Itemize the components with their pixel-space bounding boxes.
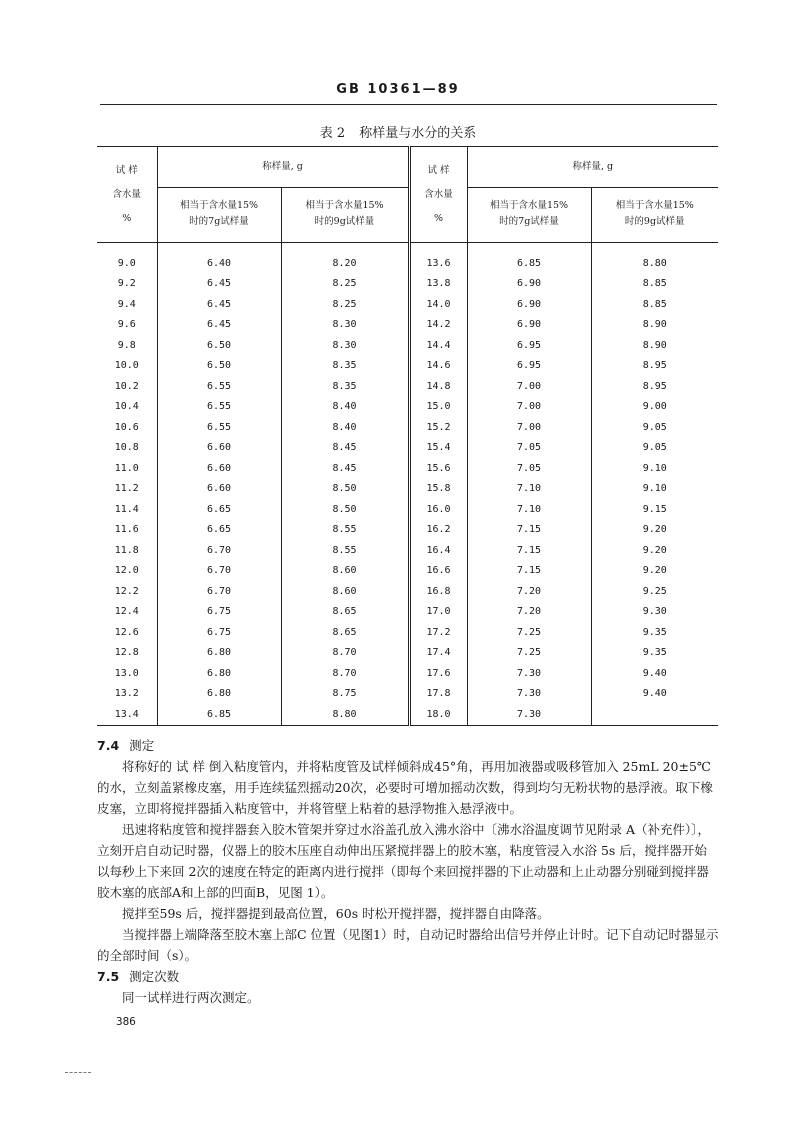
table-cell: 8.65 bbox=[281, 602, 409, 623]
header-rule bbox=[100, 104, 717, 105]
table-cell: 7.25 bbox=[467, 622, 591, 643]
table-cell: 9.10 bbox=[642, 462, 667, 474]
table-cell: 6.90 bbox=[467, 274, 591, 295]
table-cell: 14.4 bbox=[409, 335, 467, 356]
table-cell: 9.05 bbox=[642, 421, 667, 433]
table-cell: 8.50 bbox=[281, 499, 409, 520]
table-cell: 8.70 bbox=[281, 663, 409, 684]
table-cell: 15.0 bbox=[409, 397, 467, 418]
table-cell: 11.8 bbox=[97, 540, 157, 561]
table-cell: 12.6 bbox=[97, 622, 157, 643]
table-cell: 10.0 bbox=[97, 356, 157, 377]
table-cell: 14.2 bbox=[409, 315, 467, 336]
table-cell: 8.55 bbox=[281, 520, 409, 541]
table-cell: 10.4 bbox=[97, 397, 157, 418]
table-cell: 7.30 bbox=[467, 684, 591, 705]
table-cell: 16.4 bbox=[409, 540, 467, 561]
table-cell: 6.85 bbox=[467, 243, 591, 274]
table-cell: 6.65 bbox=[157, 520, 281, 541]
table-row bbox=[97, 376, 718, 397]
table-cell: 6.55 bbox=[157, 417, 281, 438]
table-row bbox=[97, 602, 718, 623]
spacer bbox=[281, 230, 409, 243]
table-title bbox=[0, 122, 796, 141]
table-cell: 6.50 bbox=[157, 335, 281, 356]
paragraph: 迅速将粘度管和搅拌器套入胶木管架并穿过水浴盖孔放入沸水浴中〔沸水浴温度调节见附录 A（补充件）〕，立刻开启自动记时器，仪器上的胶木压座自动伸出压紧搅拌器上的胶木塞，粘度管浸入水浴 5s 后，搅拌器开始以每秒上下来回 2次的速度在特定的距离内进行搅拌（即每个来回搅拌器的下止动器和上止动器分别碰到搅拌器胶木塞的底部A和上部的凹面B，见图 1）。 bbox=[97, 822, 711, 900]
left-sub1-head bbox=[157, 188, 281, 231]
table-cell: 10.2 bbox=[97, 376, 157, 397]
header-text: 时的9g试样量 bbox=[314, 216, 375, 227]
table-cell: 11.2 bbox=[97, 479, 157, 500]
table-cell: 9.6 bbox=[97, 315, 157, 336]
table-cell: 8.60 bbox=[281, 581, 409, 602]
table-cell: 9.20 bbox=[642, 524, 667, 536]
table-cell: 6.55 bbox=[157, 376, 281, 397]
table-row bbox=[97, 397, 718, 418]
table-row bbox=[97, 274, 718, 295]
table-cell: 6.60 bbox=[157, 438, 281, 459]
right-moisture-head bbox=[409, 147, 467, 243]
table-cell: 6.95 bbox=[467, 356, 591, 377]
table-cell: 8.35 bbox=[281, 356, 409, 377]
table-cell: 6.50 bbox=[157, 356, 281, 377]
table-cell: 17.8 bbox=[409, 684, 467, 705]
table-cell: 6.60 bbox=[157, 479, 281, 500]
table-cell: 6.60 bbox=[157, 458, 281, 479]
table-cell: 9.20 bbox=[642, 544, 667, 556]
table-row bbox=[97, 684, 718, 705]
table-cell: 8.90 bbox=[642, 339, 667, 351]
table-row bbox=[97, 417, 718, 438]
table-cell: 13.4 bbox=[97, 704, 157, 725]
table-cell: 12.0 bbox=[97, 561, 157, 582]
table-cell: 9.0 bbox=[97, 243, 157, 274]
table-row bbox=[97, 438, 718, 459]
paragraph: 将称好的 试 样 倒入粘度管内，并将粘度管及试样倾斜成45°角，再用加液器或吸移管加入 25mL 20±5℃的水，立刻盖紧橡皮塞，用手连续猛烈摇动20次，必要时可增加摇动次数，得到均匀无粉状物的悬浮液。取下橡皮塞，立即将搅拌器插入粘度管中，并将管壁上粘着的悬浮物推入悬浮液中。 bbox=[97, 759, 713, 816]
table-cell: 13.0 bbox=[97, 663, 157, 684]
table-body bbox=[97, 243, 718, 726]
table-cell: 11.0 bbox=[97, 458, 157, 479]
table-cell: 8.20 bbox=[281, 243, 409, 274]
table-cell: 9.20 bbox=[642, 565, 667, 577]
table-cell: 6.70 bbox=[157, 581, 281, 602]
paragraph: 搅拌至59s 后，搅拌器提到最高位置，60s 时松开搅拌器，搅拌器自由降落。 bbox=[122, 906, 550, 921]
table-cell: 14.8 bbox=[409, 376, 467, 397]
table-cell: 12.8 bbox=[97, 643, 157, 664]
table-row bbox=[97, 704, 718, 725]
header-text: 含水量 bbox=[112, 189, 141, 200]
table-row bbox=[97, 581, 718, 602]
table-cell: 13.2 bbox=[97, 684, 157, 705]
table-cell: 8.80 bbox=[281, 704, 409, 725]
table-row bbox=[97, 622, 718, 643]
table-cell: 7.05 bbox=[467, 458, 591, 479]
table-cell: 9.30 bbox=[642, 606, 667, 618]
table-cell: 8.30 bbox=[281, 335, 409, 356]
table-cell: 10.6 bbox=[97, 417, 157, 438]
right-sub1-head bbox=[467, 188, 591, 231]
table-cell: 9.40 bbox=[642, 688, 667, 700]
table-row bbox=[97, 335, 718, 356]
header-text: 时的9g试样量 bbox=[624, 216, 685, 227]
table-cell: 7.00 bbox=[467, 417, 591, 438]
spacer bbox=[157, 230, 281, 243]
header-text: 试 样 bbox=[115, 165, 138, 176]
table-cell: 15.8 bbox=[409, 479, 467, 500]
table-cell: 9.2 bbox=[97, 274, 157, 295]
table-cell: 6.95 bbox=[467, 335, 591, 356]
table-cell: 13.8 bbox=[409, 274, 467, 295]
table-cell: 9.40 bbox=[642, 667, 667, 679]
paragraph: 当搅拌器上端降落至胶木塞上部C 位置（见图1）时，自动记时器给出信号并停止计时。记下自动记时器显示的全部时间（s）。 bbox=[97, 927, 719, 963]
table-cell: 8.45 bbox=[281, 438, 409, 459]
table-row bbox=[97, 643, 718, 664]
scan-mark bbox=[65, 1072, 91, 1073]
table-cell: 8.40 bbox=[281, 397, 409, 418]
table-cell: 6.80 bbox=[157, 684, 281, 705]
table-cell: 7.00 bbox=[467, 376, 591, 397]
table-cell: 17.0 bbox=[409, 602, 467, 623]
table-cell: 6.45 bbox=[157, 315, 281, 336]
header-text: 相当于含水量15% bbox=[615, 200, 694, 211]
table-cell: 7.30 bbox=[467, 663, 591, 684]
header-text: 相当于含水量15% bbox=[305, 200, 384, 211]
table-row bbox=[97, 458, 718, 479]
table-cell: 15.6 bbox=[409, 458, 467, 479]
spacer bbox=[467, 230, 591, 243]
table-caption: 称样量与水分的关系 bbox=[359, 126, 477, 141]
table-cell: 16.0 bbox=[409, 499, 467, 520]
paragraph: 同一试样进行两次测定。 bbox=[122, 990, 260, 1005]
table-row bbox=[97, 540, 718, 561]
table-cell: 10.8 bbox=[97, 438, 157, 459]
table-cell: 8.50 bbox=[281, 479, 409, 500]
section-title: 测定次数 bbox=[129, 969, 180, 984]
table-cell: 8.90 bbox=[642, 319, 667, 331]
header-text: % bbox=[122, 213, 132, 224]
table-cell: 7.10 bbox=[467, 499, 591, 520]
table-cell: 6.40 bbox=[157, 243, 281, 274]
table-cell: 6.45 bbox=[157, 294, 281, 315]
table-cell: 9.15 bbox=[642, 503, 667, 515]
header-text: 相当于含水量15% bbox=[179, 200, 259, 211]
table-row bbox=[97, 356, 718, 377]
header-text: 含水量 bbox=[424, 189, 453, 200]
table-row bbox=[97, 315, 718, 336]
table-cell: 8.35 bbox=[281, 376, 409, 397]
table-cell: 8.95 bbox=[642, 360, 667, 372]
section-heading bbox=[97, 735, 719, 756]
table-cell: 6.90 bbox=[467, 294, 591, 315]
spacer bbox=[591, 230, 718, 243]
table-cell: 8.85 bbox=[642, 298, 667, 310]
table-cell: 6.85 bbox=[157, 704, 281, 725]
right-sub2-head bbox=[591, 188, 718, 231]
table-cell bbox=[591, 704, 718, 725]
table-cell: 9.25 bbox=[642, 585, 667, 597]
header-text: % bbox=[433, 213, 444, 224]
section-title: 测定 bbox=[129, 738, 155, 753]
table-number: 表 2 bbox=[319, 126, 346, 141]
table-cell: 12.4 bbox=[97, 602, 157, 623]
table-cell: 7.30 bbox=[467, 704, 591, 725]
header-text: 时的7g试样量 bbox=[499, 216, 559, 227]
table-cell: 14.0 bbox=[409, 294, 467, 315]
table-cell: 8.40 bbox=[281, 417, 409, 438]
table-cell: 7.10 bbox=[467, 479, 591, 500]
table-cell: 13.6 bbox=[409, 243, 467, 274]
table-cell: 9.4 bbox=[97, 294, 157, 315]
table-cell: 8.80 bbox=[642, 257, 667, 269]
table-cell: 6.45 bbox=[157, 274, 281, 295]
table-cell: 9.35 bbox=[642, 626, 667, 638]
table-cell: 8.75 bbox=[281, 684, 409, 705]
section-7-4 bbox=[97, 735, 719, 1008]
table-cell: 16.2 bbox=[409, 520, 467, 541]
table-cell: 9.8 bbox=[97, 335, 157, 356]
table-cell: 6.80 bbox=[157, 663, 281, 684]
table-cell: 6.55 bbox=[157, 397, 281, 418]
header-text: 相当于含水量15% bbox=[489, 200, 569, 211]
table-cell: 8.45 bbox=[281, 458, 409, 479]
table-cell: 8.25 bbox=[281, 274, 409, 295]
section-number: 7.5 bbox=[97, 969, 120, 984]
table-cell: 6.75 bbox=[157, 602, 281, 623]
table-cell: 17.4 bbox=[409, 643, 467, 664]
table-cell: 7.05 bbox=[467, 438, 591, 459]
table-cell: 9.10 bbox=[642, 483, 667, 495]
table-cell: 17.6 bbox=[409, 663, 467, 684]
section-number: 7.4 bbox=[97, 738, 120, 753]
table-row bbox=[97, 520, 718, 541]
table-cell: 7.00 bbox=[467, 397, 591, 418]
right-weight-head: 称样量, g bbox=[467, 147, 718, 188]
table-cell: 6.70 bbox=[157, 561, 281, 582]
table-row bbox=[97, 499, 718, 520]
table-cell: 14.6 bbox=[409, 356, 467, 377]
table-cell: 12.2 bbox=[97, 581, 157, 602]
table-cell: 9.35 bbox=[642, 647, 667, 659]
table-cell: 9.00 bbox=[642, 401, 667, 413]
header-text: 时的7g试样量 bbox=[189, 216, 249, 227]
header-text: 试 样 bbox=[427, 165, 450, 176]
table-cell: 8.85 bbox=[642, 278, 667, 290]
page-number: 386 bbox=[116, 1015, 136, 1028]
table-cell: 7.20 bbox=[467, 581, 591, 602]
section-heading bbox=[97, 966, 719, 987]
table-cell: 6.70 bbox=[157, 540, 281, 561]
table-cell: 6.90 bbox=[467, 315, 591, 336]
left-moisture-head bbox=[97, 147, 157, 243]
table-cell: 6.75 bbox=[157, 622, 281, 643]
left-sub2-head bbox=[281, 188, 409, 231]
table-cell: 11.6 bbox=[97, 520, 157, 541]
table-cell: 11.4 bbox=[97, 499, 157, 520]
table-cell: 9.05 bbox=[642, 442, 667, 454]
table-cell: 17.2 bbox=[409, 622, 467, 643]
table-cell: 8.70 bbox=[281, 643, 409, 664]
table-row bbox=[97, 294, 718, 315]
table-row bbox=[97, 561, 718, 582]
table-row bbox=[97, 243, 718, 274]
table-cell: 8.60 bbox=[281, 561, 409, 582]
table-cell: 8.65 bbox=[281, 622, 409, 643]
table-cell: 16.6 bbox=[409, 561, 467, 582]
table-cell: 6.65 bbox=[157, 499, 281, 520]
table-cell: 6.80 bbox=[157, 643, 281, 664]
table-cell: 8.25 bbox=[281, 294, 409, 315]
table-row bbox=[97, 479, 718, 500]
table-cell: 15.4 bbox=[409, 438, 467, 459]
table-cell: 15.2 bbox=[409, 417, 467, 438]
table-cell: 7.15 bbox=[467, 561, 591, 582]
weight-moisture-table bbox=[97, 146, 718, 726]
table-cell: 18.0 bbox=[409, 704, 467, 725]
table-cell: 8.30 bbox=[281, 315, 409, 336]
table-cell: 7.15 bbox=[467, 540, 591, 561]
table-cell: 8.95 bbox=[642, 380, 667, 392]
table-cell: 16.8 bbox=[409, 581, 467, 602]
table-cell: 7.25 bbox=[467, 643, 591, 664]
table-cell: 8.55 bbox=[281, 540, 409, 561]
table-row bbox=[97, 663, 718, 684]
left-weight-head: 称样量, g bbox=[157, 147, 409, 188]
table-cell: 7.20 bbox=[467, 602, 591, 623]
standard-header: GB 10361—89 bbox=[336, 82, 460, 97]
table-cell: 7.15 bbox=[467, 520, 591, 541]
